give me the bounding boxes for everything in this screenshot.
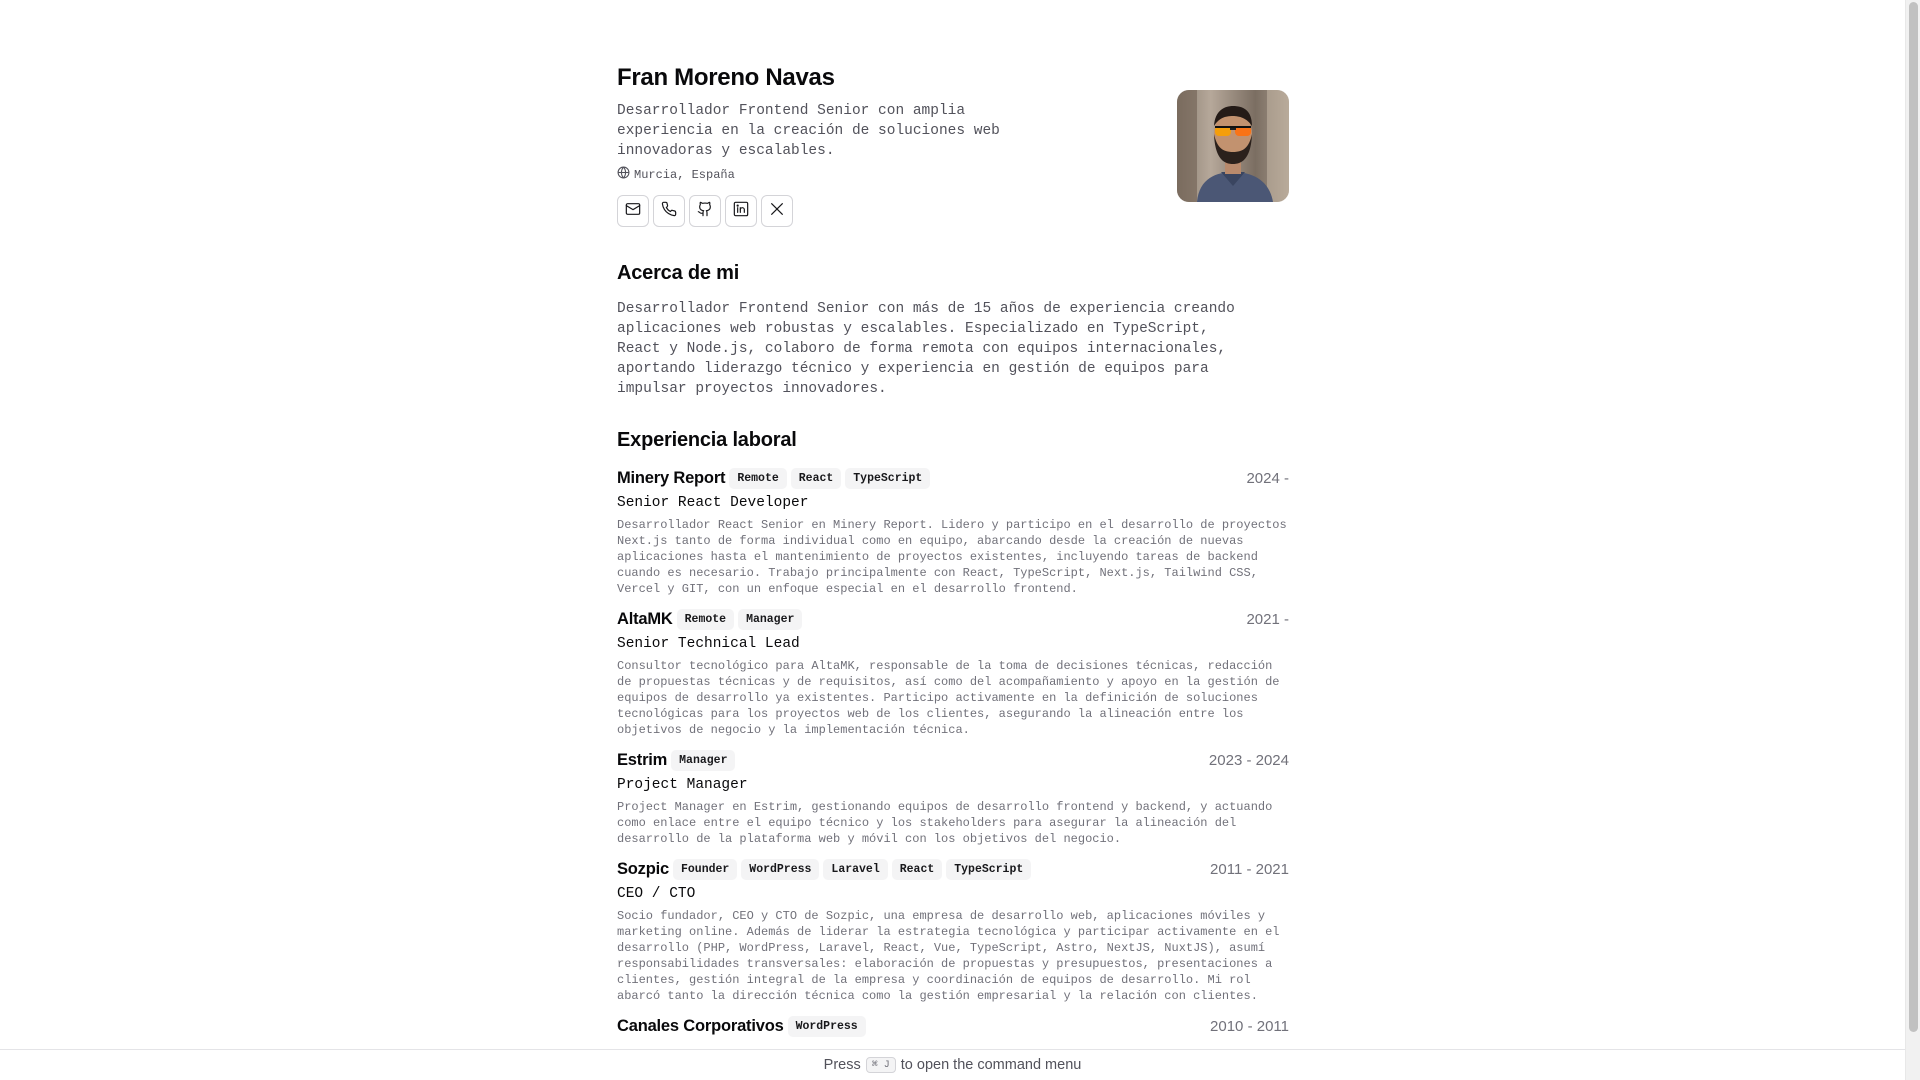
job-item xyxy=(617,748,1289,847)
job-dates: 2024 - xyxy=(1246,469,1289,487)
about-section xyxy=(617,262,1289,399)
email-icon xyxy=(625,201,641,222)
avatar xyxy=(1177,90,1289,202)
github-icon xyxy=(697,201,713,222)
email-button[interactable] xyxy=(617,195,649,227)
command-shortcut[interactable]: ⌘ J xyxy=(866,1057,896,1073)
command-hint-prefix: Press xyxy=(823,1057,861,1073)
profile-tagline: Desarrollador Frontend Senior con amplia experiencia en la creación de soluciones web innovadoras y escalables. xyxy=(617,103,1000,159)
vertical-scrollbar[interactable] xyxy=(1905,0,1920,1080)
job-role: Senior Technical Lead xyxy=(617,636,800,652)
profile-name: Fran Moreno Navas xyxy=(617,64,835,91)
job-header xyxy=(617,1014,1289,1038)
job-title-group xyxy=(617,468,930,489)
tech-badge: Remote xyxy=(677,609,734,630)
company-link[interactable]: Sozpic xyxy=(617,859,669,878)
tech-badge: TypeScript xyxy=(946,859,1031,880)
globe-icon xyxy=(617,166,630,183)
job-header xyxy=(617,748,1289,772)
github-button[interactable] xyxy=(689,195,721,227)
profile-header xyxy=(617,0,1289,240)
tech-badge: React xyxy=(892,859,943,880)
company-link[interactable]: AltaMK xyxy=(617,609,673,628)
command-hint-suffix: to open the command menu xyxy=(900,1057,1082,1073)
job-description: Consultor tecnológico para AltaMK, responsable de la toma de decisiones técnicas, redacción de propuestas técnicas y de requisitos, así como del acompañamiento y apoyo en la gestión de equipos de desarrollo ya existentes. Participo activamente en la definición de soluciones tecnológicas para los proyectos web de los clientes, asegurando la alineación entre los objetivos de negocio y la implementación técnica. xyxy=(617,659,1280,737)
company-link[interactable]: Canales Corporativos xyxy=(617,1016,784,1035)
contact-buttons xyxy=(617,195,793,227)
location-link[interactable] xyxy=(617,166,735,183)
job-title-group xyxy=(617,859,1031,880)
x-icon xyxy=(769,201,785,222)
job-description: Desarrollador React Senior en Minery Report. Lidero y participo en el desarrollo de proyectos Next.js tanto de forma individual como en equipo, abarcando desde la creación de nuevas aplicaciones hasta el mantenimiento de proyectos existentes, incluyendo tareas de backend cuando es necesario. Trabajo principalmente con React, TypeScript, Next.js, Tailwind CSS, Vercel y GIT, con un enfoque especial en el desarrollo frontend. xyxy=(617,518,1287,596)
job-header xyxy=(617,466,1289,490)
job-role: CEO / CTO xyxy=(617,886,696,902)
job-title-group xyxy=(617,609,802,630)
job-dates: 2011 - 2021 xyxy=(1210,860,1289,878)
about-title: Acerca de mi xyxy=(617,262,740,284)
linkedin-button[interactable] xyxy=(725,195,757,227)
job-header xyxy=(617,607,1289,631)
job-dates: 2021 - xyxy=(1246,610,1289,628)
phone-icon xyxy=(661,201,677,222)
job-item xyxy=(617,607,1289,738)
job-title-group xyxy=(617,1016,866,1037)
about-text: Desarrollador Frontend Senior con más de 15 años de experiencia creando aplicaciones web robustas y escalables. Especializado en TypeScript, React y Node.js, colaboro de forma remota con equipos internacionales, aportando liderazgo técnico y experiencia en gestión de equipos para impulsar proyectos innovadores. xyxy=(617,301,1235,397)
job-title-group xyxy=(617,750,735,771)
scrollbar-thumb[interactable] xyxy=(1909,2,1918,1032)
linkedin-icon xyxy=(733,201,749,222)
x-button[interactable] xyxy=(761,195,793,227)
job-item xyxy=(617,466,1289,597)
job-description: Project Manager en Estrim, gestionando equipos de desarrollo frontend y backend, y actuando como enlace entre el equipo técnico y los stakeholders para asegurar la alineación del desarrollo de la plataforma web y móvil con los objetivos del negocio. xyxy=(617,800,1273,846)
tech-badge: Manager xyxy=(738,609,802,630)
tech-badge: Remote xyxy=(729,468,786,489)
resume-page xyxy=(617,0,1289,1048)
tech-badge: Founder xyxy=(673,859,737,880)
job-dates: 2010 - 2011 xyxy=(1210,1017,1289,1035)
tech-badge: React xyxy=(791,468,842,489)
company-link[interactable]: Estrim xyxy=(617,750,668,769)
tech-badge: TypeScript xyxy=(845,468,930,489)
job-header xyxy=(617,857,1289,881)
company-link[interactable]: Minery Report xyxy=(617,468,726,487)
tech-badge: WordPress xyxy=(741,859,819,880)
tech-badge: Manager xyxy=(671,750,735,771)
job-item xyxy=(617,857,1289,1004)
experience-title: Experiencia laboral xyxy=(617,429,797,451)
tech-badge: Laravel xyxy=(823,859,887,880)
job-role: Senior React Developer xyxy=(617,495,809,511)
job-role: Project Manager xyxy=(617,777,748,793)
command-menu-hint xyxy=(0,1049,1905,1080)
job-description: Socio fundador, CEO y CTO de Sozpic, una empresa de desarrollo web, aplicaciones móviles y marketing online. Además de liderar la estrategia tecnológica y participar activamente en el desarrollo (PHP, WordPress, Laravel, React, Vue, TypeScript, Astro, NextJS, NuxtJS), asumí responsabilidades transversales: elaboración de propuestas y presupuestos, presentaciones a clientes, gestión integral de la empresa y coordinación de equipos de desarrollo. Mi rol abarcó tanto la dirección técnica como la gestión empresarial y la relación con clientes. xyxy=(617,909,1280,1003)
job-item xyxy=(617,1014,1289,1038)
tech-badge: WordPress xyxy=(788,1016,866,1037)
experience-section xyxy=(617,429,1289,1038)
job-list xyxy=(617,466,1289,1038)
job-dates: 2023 - 2024 xyxy=(1208,751,1289,769)
phone-button[interactable] xyxy=(653,195,685,227)
location-text: Murcia, España xyxy=(634,167,735,182)
